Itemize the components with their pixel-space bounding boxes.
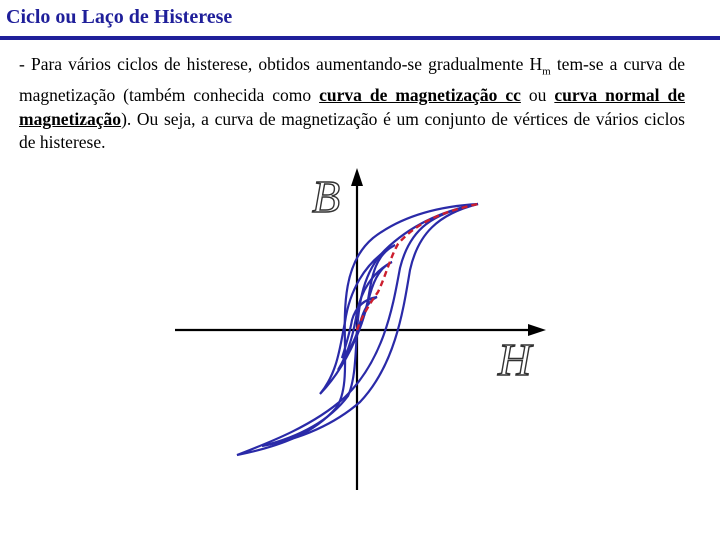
paragraph-text-4: ). Ou seja, a curva de magnetização é um conjunto de vértices de vários ciclos de histerese. — [19, 108, 685, 152]
slide-title: Ciclo ou Laço de Histerese — [6, 6, 233, 28]
paragraph-text-3: ou — [520, 85, 555, 105]
term-curva-normal: curva normal de magnetização — [19, 85, 685, 129]
hysteresis-figure — [170, 165, 570, 495]
subscript-m: m — [542, 65, 551, 78]
body-paragraph — [19, 53, 685, 155]
paragraph-text-2: tem-se a curva de magnetização (também conhecida como — [19, 54, 685, 105]
x-axis-label: H — [498, 334, 532, 385]
title-underline — [0, 36, 720, 40]
y-axis-label: B — [312, 171, 341, 222]
paragraph-text-1: - Para vários ciclos de histerese, obtidos aumentando-se gradualmente H — [19, 54, 543, 74]
term-curva-cc: curva de magnetização cc — [319, 85, 521, 105]
y-axis-arrow — [351, 168, 363, 186]
